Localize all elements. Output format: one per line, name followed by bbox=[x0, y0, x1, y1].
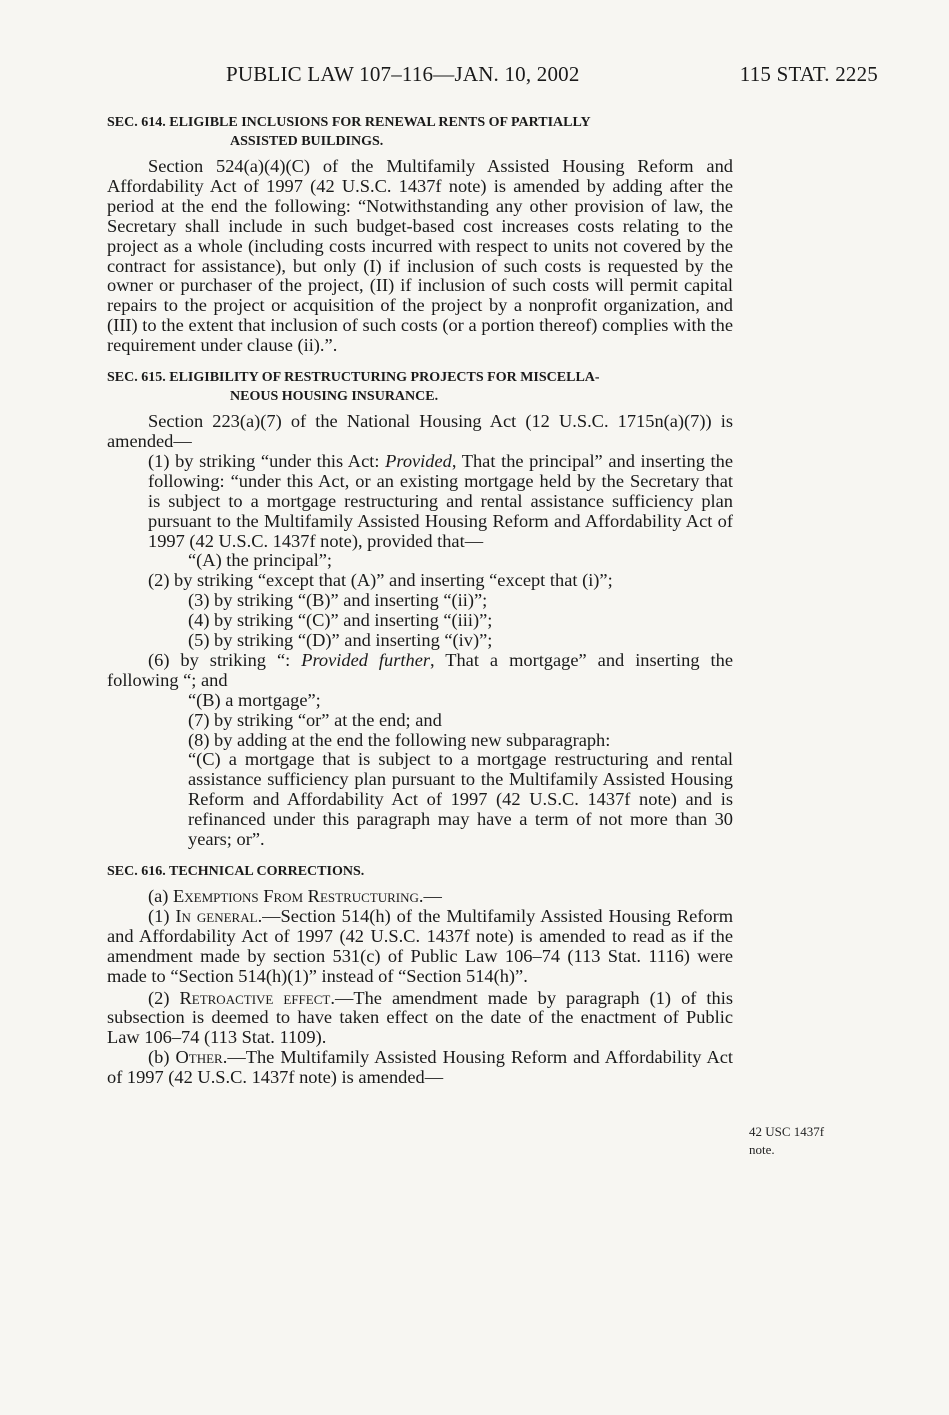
section-615-para-5: (5) by striking “(D)” and inserting “(iv)”; bbox=[188, 630, 493, 651]
a2-heading: Retroactive effect bbox=[179, 987, 331, 1008]
section-615-para-1 bbox=[107, 452, 733, 552]
a1-text: .—Section 514(h) of the Multifamily Assisted Housing Reform and Affordability Act of 1997 (42 U.S.C. 1437f note) is amended to read as if the amendment made by section 531(c) of Public Law 106–74 (113 Stat. 1116) were made to “Section 514(h)(1)” instead of “Section 514(h)”. bbox=[107, 905, 733, 986]
para-6-text-b: , That a mortgage” and inserting the following “; and bbox=[107, 649, 733, 690]
para-1-text-a: (1) by striking “under this Act: bbox=[148, 450, 386, 471]
document-body bbox=[107, 113, 733, 1088]
section-615-heading-line2: NEOUS HOUSING INSURANCE. bbox=[230, 389, 439, 405]
sub-b-heading: Other bbox=[175, 1047, 223, 1068]
section-614-heading-line1: SEC. 614. ELIGIBLE INCLUSIONS FOR RENEWAL RENTS OF PARTIALLY bbox=[107, 115, 591, 130]
section-615-para-2: (2) by striking “except that (A)” and inserting “except that (i)”; bbox=[148, 570, 613, 591]
a2-text: .—The amendment made by paragraph (1) of this subsection is deemed to have taken effect on the date of the enactment of Public Law 106–74 (113 Stat. 1109). bbox=[107, 987, 734, 1048]
sub-a-heading: Exemptions From Restructuring bbox=[173, 886, 419, 906]
para-6-text-a: (6) by striking “: bbox=[148, 649, 302, 670]
section-614-text: Section 524(a)(4)(C) of the Multifamily Assisted Housing Reform and Affordability Act of 1997 (42 U.S.C. 1437f note) is amended by adding after the period at the end the following: “Notwithstanding any other provision of law, the Secretary shall include in such budget-based cost increases costs relating to the project as a whole (including costs incurred with respect to units not covered by the contract for assistance), but only (I) if inclusion of such costs is requested by the owner or purchaser of the project, (II) if inclusion of such costs will permit capital repairs to the project or acquisition of the project by a nonprofit organization, and (III) to the extent that inclusion of such costs (or a portion thereof) complies with the requirement under clause (ii).”. bbox=[107, 156, 733, 356]
section-615-para-4: (4) by striking “(C)” and inserting “(iii)”; bbox=[188, 610, 493, 631]
a2-label: (2) bbox=[148, 987, 180, 1008]
running-header-statute: 115 STAT. 2225 bbox=[739, 62, 878, 86]
a1-label: (1) bbox=[148, 905, 176, 926]
section-614-heading-line2: ASSISTED BUILDINGS. bbox=[230, 134, 384, 149]
para-6-provided-further: Provided further bbox=[301, 649, 431, 670]
para-1-provided: Provided bbox=[385, 450, 452, 471]
section-615-para-6-quote: “(B) a mortgage”; bbox=[188, 689, 321, 710]
section-615-para-1-quote: “(A) the principal”; bbox=[188, 550, 332, 571]
section-615-heading bbox=[107, 368, 733, 406]
section-615-para-3: (3) by striking “(B)” and inserting “(ii)”; bbox=[188, 590, 488, 611]
sub-a-dash: .— bbox=[418, 886, 442, 906]
section-616-para-a1 bbox=[107, 907, 733, 987]
margin-note-line2: note. bbox=[749, 1142, 775, 1157]
section-616-subsection-a bbox=[107, 887, 733, 907]
margin-note-usc bbox=[749, 1123, 824, 1159]
margin-note-line1: 42 USC 1437f bbox=[749, 1124, 825, 1139]
section-615-heading-line1: SEC. 615. ELIGIBILITY OF RESTRUCTURING PROJECTS FOR MISCELLA- bbox=[107, 370, 600, 386]
section-615-para-7: (7) by striking “or” at the end; and bbox=[188, 709, 442, 730]
running-header-title: PUBLIC LAW 107–116—JAN. 10, 2002 bbox=[226, 62, 580, 86]
sub-a-label: (a) bbox=[148, 886, 174, 906]
section-616-para-a2 bbox=[107, 989, 733, 1049]
section-615-para-8: (8) by adding at the end the following new subparagraph: bbox=[188, 729, 611, 750]
para-1-text-b: , That the principal” and inserting the following: “under this Act, or an existing mortgage held by the Secretary that is subject to a mortgage restructuring and rental assistance sufficiency plan pursuant to the Multifamily Assisted Housing Reform and Affordability Act of 1997 (42 U.S.C. 1437f note), provided that— bbox=[148, 450, 733, 551]
section-615-para-6 bbox=[107, 651, 733, 691]
section-616-heading: SEC. 616. TECHNICAL CORRECTIONS. bbox=[107, 864, 365, 879]
sub-b-label: (b) bbox=[148, 1047, 176, 1068]
sub-b-text: .—The Multifamily Assisted Housing Reform and Affordability Act of 1997 (42 U.S.C. 1437f note) is amended— bbox=[107, 1047, 733, 1088]
section-615-intro: Section 223(a)(7) of the National Housing Act (12 U.S.C. 1715n(a)(7)) is amended— bbox=[107, 411, 733, 451]
section-615-para-8-quote: “(C) a mortgage that is subject to a mortgage restructuring and rental assistance sufficiency plan pursuant to the Multifamily Assisted Housing Reform and Affordability Act of 1997 (42 U.S.C. 1437f note) and is refinanced under this paragraph may have a term of not more than 30 years; or”. bbox=[188, 749, 733, 850]
section-614-heading bbox=[107, 113, 733, 151]
a1-heading: In general bbox=[175, 905, 258, 926]
section-616-subsection-b bbox=[107, 1048, 733, 1088]
